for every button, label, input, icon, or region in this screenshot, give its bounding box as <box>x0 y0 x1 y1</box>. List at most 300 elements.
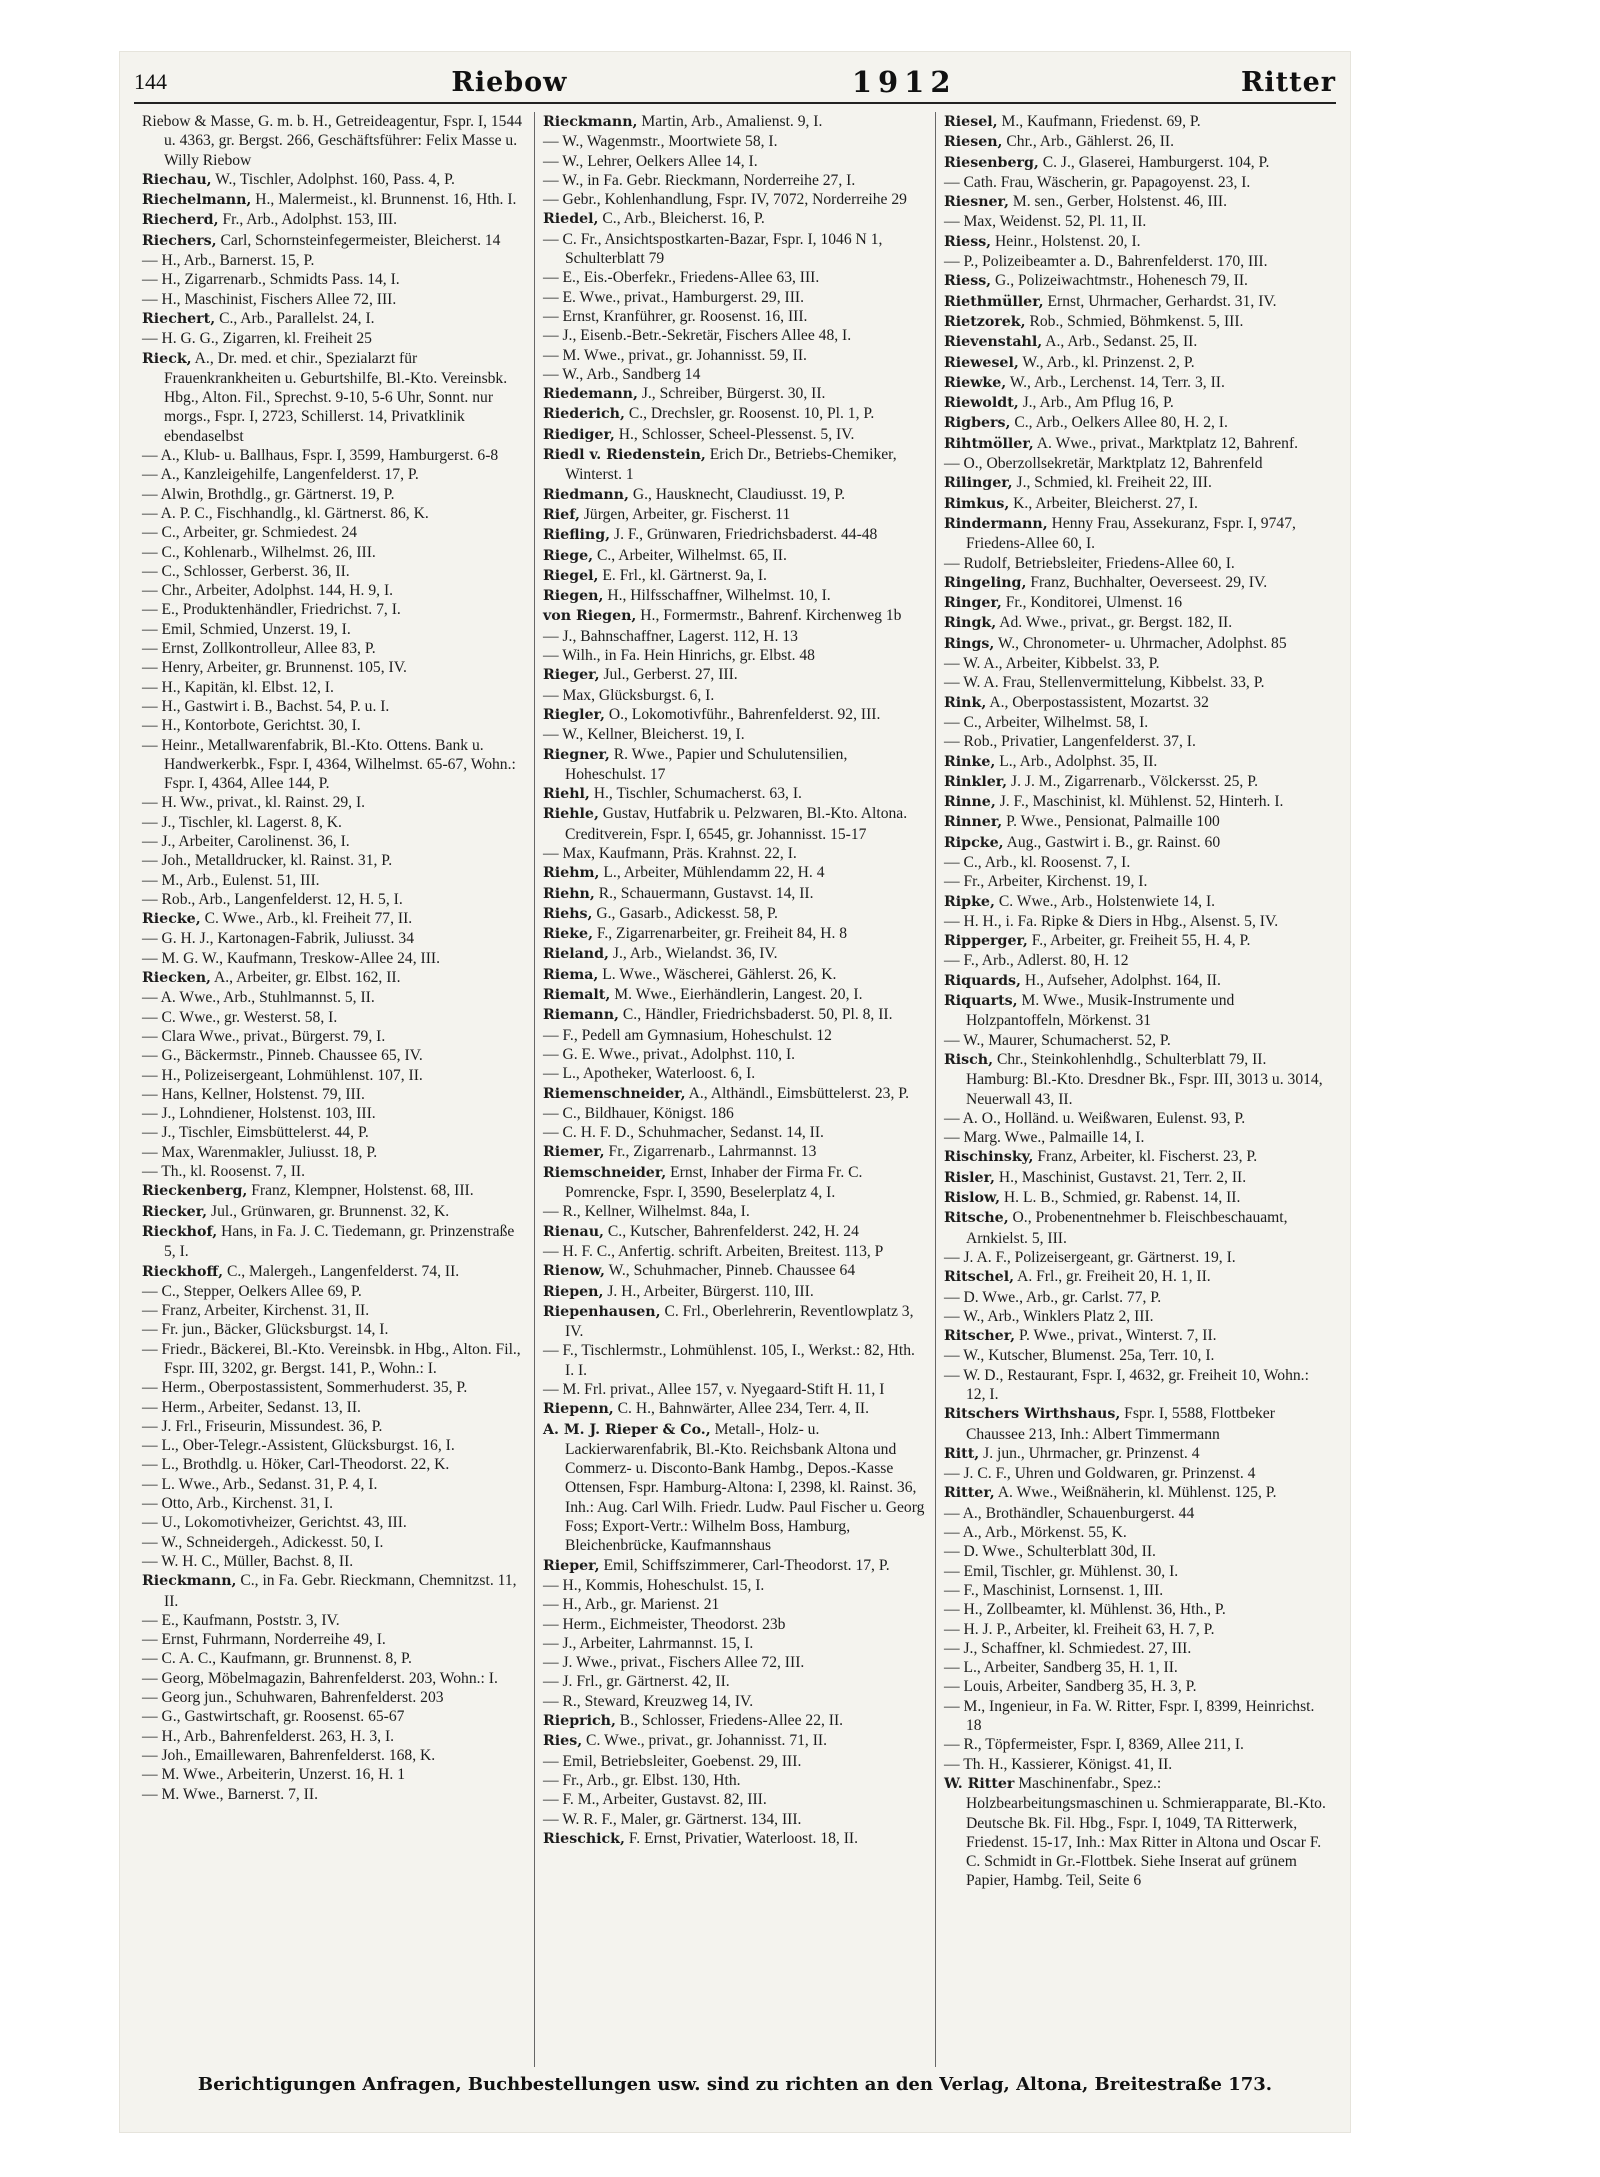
directory-entry <box>142 562 526 581</box>
entry-details: — R., Steward, Kreuzweg 14, IV. <box>543 1692 754 1710</box>
entry-details: Maschinenfabr., Spez.: Holzbearbeitungsmaschinen u. Schmierapparate, Bl.-Kto. Deutsche Bk. Fil. Hbg., Fspr. I, 1049, TA Ritterwerk, Friedenst. 15-17, Inh.: Max Ritter in Altona und Oscar F. C. Schmidt in Gr.-Flottbek. Siehe Inserat auf grünem Papier, Hambg. Teil, Seite 6 <box>966 1774 1326 1890</box>
entry-details: — Th. H., Kassierer, Königst. 41, II. <box>944 1755 1173 1773</box>
entry-details: — C. Wwe., gr. Westerst. 58, I. <box>142 1008 338 1026</box>
entry-details: — H., Zollbeamter, kl. Mühlenst. 36, Hth., P. <box>944 1601 1226 1619</box>
entry-details: J. jun., Uhrmacher, gr. Prinzenst. 4 <box>983 1444 1200 1462</box>
entry-details: — Otto, Arb., Kirchenst. 31, I. <box>142 1495 334 1513</box>
entry-details: — L., Arbeiter, Sandberg 35, H. 1, II. <box>944 1659 1178 1677</box>
directory-entry <box>944 1307 1328 1326</box>
directory-entry <box>543 1380 927 1399</box>
directory-entry <box>543 1829 927 1849</box>
entry-surname: Rieck, <box>142 350 192 367</box>
directory-entry <box>543 725 927 744</box>
entry-details: — Marg. Wwe., Palmaille 14, I. <box>944 1129 1145 1147</box>
entry-details: H., Formermstr., Bahrenf. Kirchenweg 1b <box>640 607 902 625</box>
directory-entry <box>142 1320 526 1339</box>
directory-entry <box>543 1242 927 1261</box>
directory-entry <box>543 1790 927 1809</box>
entry-details: — Chr., Arbeiter, Adolphst. 144, H. 9, I. <box>142 582 394 600</box>
entry-details: J. F., Grünwaren, Friedrichsbaderst. 44-48 <box>614 526 878 544</box>
entry-surname: W. Ritter <box>944 1775 1015 1792</box>
directory-entry <box>142 170 526 190</box>
entry-details: L., Arbeiter, Mühlendamm 22, H. 4 <box>603 864 825 882</box>
directory-entry <box>944 1523 1328 1542</box>
entry-details: — W., Lehrer, Oelkers Allee 14, I. <box>543 152 758 170</box>
directory-entry <box>944 1464 1328 1483</box>
directory-entry <box>944 792 1328 812</box>
entry-surname: Riehle, <box>543 806 599 823</box>
directory-entry <box>543 132 927 151</box>
entry-surname: Riess, <box>944 273 992 290</box>
entry-details: — H. F. C., Anfertig. schrift. Arbeiten, Breitest. 113, P <box>543 1242 884 1260</box>
entry-surname: Rindermann, <box>944 515 1048 532</box>
directory-entry <box>944 554 1328 573</box>
entry-details: Jürgen, Arbeiter, gr. Fischerst. 11 <box>583 505 791 523</box>
publisher-footer-note: Berichtigungen Anfragen, Buchbestellungen usw. sind zu richten an den Verlag, Altona, Breitestraße 173. <box>197 2074 1273 2095</box>
directory-entry <box>944 1208 1328 1248</box>
directory-entry <box>142 1746 526 1765</box>
entry-details: — Ernst, Kranführer, gr. Roosenst. 16, III. <box>543 307 808 325</box>
entry-surname: Risch, <box>944 1051 994 1068</box>
entry-surname: Riecke, <box>142 911 201 928</box>
entry-details: — Cath. Frau, Wäscherin, gr. Papagoyenst. 23, I. <box>944 173 1251 191</box>
directory-entry <box>944 292 1328 312</box>
entry-details: — Friedr., Bäckerei, Bl.-Kto. Vereinsbk. in Hbg., Alton. Fil., Fspr. III, 3202, gr. Bergst. 141, P., Wohn.: I. <box>142 1340 521 1377</box>
entry-details: — J., Arbeiter, Lahrmannst. 15, I. <box>543 1634 754 1652</box>
entry-details: J., Schmied, kl. Freiheit 22, III. <box>1016 474 1212 492</box>
entry-surname: Ries, <box>543 1733 583 1750</box>
entry-details: — E., Eis.-Oberfekr., Friedens-Allee 63, III. <box>543 269 820 287</box>
entry-details: — Hans, Kellner, Holstenst. 79, III. <box>142 1085 365 1103</box>
directory-entry <box>944 833 1328 853</box>
entry-surname: Riesenberg, <box>944 154 1039 171</box>
directory-entry <box>944 1562 1328 1581</box>
entry-details: Ernst, Uhrmacher, Gerhardst. 31, IV. <box>1047 292 1277 310</box>
directory-entry <box>543 190 927 209</box>
entry-surname: Riecherd, <box>142 212 219 229</box>
directory-entry <box>543 844 927 863</box>
entry-details: C., Arbeiter, Wilhelmst. 65, II. <box>597 546 787 564</box>
directory-entry <box>944 192 1328 212</box>
entry-details: C., Kutscher, Bahrenfelderst. 242, H. 24 <box>607 1222 859 1240</box>
entry-details: C., in Fa. Gebr. Rieckmann, Chemnitzst. 11, II. <box>164 1572 517 1610</box>
directory-entry <box>142 793 526 812</box>
directory-entry <box>543 1045 927 1064</box>
entry-details: L. Wwe., Wäscherei, Gählerst. 26, K. <box>602 965 837 983</box>
entry-details: — C. H. F. D., Schuhmacher, Sedanst. 14, II. <box>543 1124 824 1142</box>
entry-details: C. Wwe., Arb., Holstenwiete 14, I. <box>998 892 1216 910</box>
entry-details: — W. A. Frau, Stellenvermittelung, Kibbelst. 33, P. <box>944 674 1265 692</box>
directory-entry <box>543 804 927 844</box>
directory-entry <box>944 393 1328 413</box>
directory-entry <box>142 523 526 542</box>
directory-entry <box>543 1420 927 1556</box>
entry-surname: Rieger, <box>543 667 600 684</box>
entry-details: J., Schreiber, Bürgerst. 30, II. <box>641 385 826 403</box>
entry-details: — Emil, Tischler, gr. Mühlenst. 30, I. <box>944 1562 1179 1580</box>
directory-entry <box>142 1513 526 1532</box>
directory-entry <box>944 713 1328 732</box>
entry-details: — P., Polizeibeamter a. D., Bahrenfelderst. 170, III. <box>944 253 1268 271</box>
entry-surname: Riefling, <box>543 527 611 544</box>
entry-surname: Ritter, <box>944 1485 995 1502</box>
directory-entry <box>944 1542 1328 1561</box>
directory-entry <box>543 1104 927 1123</box>
directory-entry <box>543 425 927 445</box>
entry-details: — W. A., Arbeiter, Kibbelst. 33, P. <box>944 655 1160 673</box>
directory-entry <box>944 1147 1328 1167</box>
entry-details: — Ernst, Fuhrmann, Norderreihe 49, I. <box>142 1631 386 1649</box>
directory-entry <box>944 212 1328 231</box>
directory-entry <box>944 1366 1328 1405</box>
directory-entry <box>543 863 927 883</box>
directory-entry <box>944 1326 1328 1346</box>
entry-surname: Riege, <box>543 547 594 564</box>
entry-surname: Riechau, <box>142 171 212 188</box>
directory-entry <box>142 1027 526 1046</box>
entry-details: — Max, Warenmakler, Juliusst. 18, P. <box>142 1143 378 1161</box>
entry-details: — C. Fr., Ansichtspostkarten-Bazar, Fspr. I, 1046 N 1, Schulterblatt 79 <box>543 230 883 268</box>
entry-surname: Riemann, <box>543 1007 619 1024</box>
entry-details: Jul., Gerberst. 27, III. <box>603 666 738 684</box>
entry-surname: Riegen, <box>543 588 604 605</box>
entry-surname: Riedmann, <box>543 486 629 503</box>
directory-entry <box>944 812 1328 832</box>
entry-details: — Louis, Arbeiter, Sandberg 35, H. 3, P. <box>944 1678 1197 1696</box>
directory-entry <box>543 1084 927 1104</box>
directory-entry <box>944 971 1328 991</box>
entry-details: — A., Kanzleigehilfe, Langenfelderst. 17, P. <box>142 466 419 484</box>
entry-details: — A. O., Holländ. u. Weißwaren, Eulenst. 93, P. <box>944 1109 1246 1127</box>
entry-details: C., Händler, Friedrichsbaderst. 50, Pl. 8, II. <box>622 1006 893 1024</box>
entry-surname: Riewesel, <box>944 354 1019 371</box>
directory-entry <box>944 573 1328 593</box>
entry-details: E. Frl., kl. Gärtnerst. 9a, I. <box>602 566 767 584</box>
directory-entry <box>944 1697 1328 1736</box>
directory-entry <box>944 673 1328 692</box>
entry-surname: Rieland, <box>543 946 609 963</box>
directory-entry <box>142 349 526 446</box>
directory-entry <box>543 566 927 586</box>
directory-entry <box>543 1810 927 1829</box>
entry-details: W., Arb., kl. Prinzenst. 2, P. <box>1022 353 1195 371</box>
entry-details: Hans, in Fa. J. C. Tiedemann, gr. Prinzenstraße 5, I. <box>164 1222 515 1261</box>
directory-entry <box>543 1653 927 1672</box>
directory-entry <box>543 326 927 345</box>
entry-details: — Max, Kaufmann, Präs. Krahnst. 22, I. <box>543 844 797 862</box>
entry-details: — C., Arbeiter, Wilhelmst. 58, I. <box>944 713 1149 731</box>
entry-details: — A., Arb., Mörkenst. 55, K. <box>944 1524 1127 1542</box>
entry-surname: Rihtmöller, <box>944 435 1034 452</box>
directory-entry <box>944 752 1328 772</box>
entry-details: — U., Lokomotivheizer, Gerichtst. 43, III. <box>142 1514 407 1532</box>
entry-surname: Riegler, <box>543 706 605 723</box>
entry-surname: A. M. J. Rieper & Co., <box>543 1421 711 1438</box>
entry-surname: Riediger, <box>543 426 615 443</box>
directory-entry <box>142 1181 526 1201</box>
directory-entry <box>944 1658 1328 1677</box>
entry-surname: Riedel, <box>543 211 599 228</box>
directory-entry <box>944 1620 1328 1639</box>
entry-surname: Riegel, <box>543 567 599 584</box>
entry-details: H., Schlosser, Scheel-Plessenst. 5, IV. <box>618 425 855 443</box>
entry-details: — R., Töpfermeister, Fspr. I, 8369, Allee 211, I. <box>944 1736 1244 1754</box>
directory-entry <box>142 1765 526 1784</box>
entry-surname: Riemenschneider, <box>543 1085 686 1102</box>
directory-entry <box>142 504 526 523</box>
directory-entry <box>543 784 927 804</box>
entry-details: — Herm., Oberpostassistent, Sommerhuderst. 35, P. <box>142 1379 468 1397</box>
entry-details: Fspr. I, 5588, Flottbeker Chaussee 213, Inh.: Albert Timmermann <box>966 1405 1275 1443</box>
directory-entry <box>142 329 526 348</box>
entry-details: P. Wwe., privat., Winterst. 7, II. <box>1019 1327 1217 1345</box>
entry-details: Gustav, Hutfabrik u. Pelzwaren, Bl.-Kto. Altona. Creditverein, Fspr. I, 6545, gr. Johannisst. 15-17 <box>565 805 908 843</box>
directory-entry <box>543 1163 927 1203</box>
directory-entry <box>142 620 526 639</box>
entry-details: C. Wwe., privat., gr. Johannisst. 71, II. <box>586 1732 828 1750</box>
entry-surname: Rinne, <box>944 794 996 811</box>
entry-surname: Ritschel, <box>944 1269 1015 1286</box>
directory-entry <box>142 1475 526 1494</box>
directory-entry <box>543 365 927 384</box>
entry-details: — Fr., Arb., gr. Elbst. 130, Hth. <box>543 1771 741 1789</box>
directory-entry <box>944 1109 1328 1128</box>
directory-entry <box>944 232 1328 252</box>
directory-entry <box>142 1688 526 1707</box>
directory-entry <box>142 1571 526 1611</box>
directory-entry <box>543 1026 927 1045</box>
entry-details: — Joh., Emaillewaren, Bahrenfelderst. 168, K. <box>142 1746 436 1764</box>
entry-details: C., Arb., Bleicherst. 16, P. <box>602 210 765 228</box>
directory-entry <box>944 1444 1328 1464</box>
entry-surname: Rievenstahl, <box>944 334 1043 351</box>
directory-entry <box>944 1483 1328 1503</box>
entry-surname: Riechelmann, <box>142 192 252 209</box>
directory-entry <box>142 697 526 716</box>
entry-details: — M. Wwe., privat., gr. Johannisst. 59, II. <box>543 346 807 364</box>
entry-details: — C., Schlosser, Gerberst. 36, II. <box>142 562 350 580</box>
directory-entry <box>944 332 1328 352</box>
directory-entry <box>543 1064 927 1083</box>
directory-entry <box>543 944 927 964</box>
entry-surname: Riemschneider, <box>543 1164 667 1181</box>
entry-details: Erich Dr., Betriebs-Chemiker, Winterst. 1 <box>565 446 897 484</box>
directory-entry <box>543 1752 927 1771</box>
directory-entry <box>944 1581 1328 1600</box>
entry-details: C., Arb., Oelkers Allee 80, H. 2, I. <box>1014 414 1228 432</box>
entry-details: — H. G. G., Zigarren, kl. Freiheit 25 <box>142 330 372 348</box>
entry-surname: Rischinsky, <box>944 1149 1034 1166</box>
entry-details: — Georg, Möbelmagazin, Bahrenfelderst. 203, Wohn.: I. <box>142 1669 498 1687</box>
entry-details: — J. A. F., Polizeisergeant, gr. Gärtnerst. 19, I. <box>944 1248 1236 1266</box>
entry-details: Franz, Klempner, Holstenst. 68, III. <box>251 1182 474 1200</box>
entry-details: — Ernst, Zollkontrolleur, Allee 83, P. <box>142 640 376 658</box>
directory-entry <box>543 985 927 1005</box>
entry-details: — Max, Weidenst. 52, Pl. 11, II. <box>944 213 1147 231</box>
directory-entry <box>944 1168 1328 1188</box>
entry-surname: Ringer, <box>944 595 1002 612</box>
entry-surname: Ripcke, <box>944 834 1004 851</box>
directory-entry <box>944 473 1328 493</box>
directory-entry <box>543 384 927 404</box>
entry-details: — H., Arb., gr. Marienst. 21 <box>543 1596 720 1614</box>
directory-entry <box>142 871 526 890</box>
entry-details: R., Schauermann, Gustavst. 14, II. <box>598 884 814 902</box>
directory-entry <box>543 445 927 485</box>
entry-details: Metall-, Holz- u. Lackierwarenfabrik, Bl.-Kto. Reichsbank Altona und Commerz- u. Disconto-Bank Hambg., Depos.-Kasse Ottensen, Fspr. Hamburg-Altona: I, 2398, kl. Rainst. 36, Inh.: Aug. Carl Wilh. Friedr. Ludw. Paul Fischer u. Georg Foss; Export-Vertr.: Wilhelm Boss, Hamburg, Bleichenbrücke, Kaufmannshaus <box>565 1420 925 1555</box>
entry-surname: Ritschers Wirthshaus, <box>944 1406 1121 1423</box>
entry-details: O., Probenentnehmer b. Fleischbeschauamt, Arnkielst. 5, III. <box>966 1209 1288 1247</box>
entry-details: — M. Wwe., Barnerst. 7, II. <box>142 1785 318 1803</box>
directory-entry <box>944 732 1328 751</box>
entry-details: — C., Stepper, Oelkers Allee 69, P. <box>142 1282 362 1300</box>
directory-entry <box>142 270 526 289</box>
entry-surname: Rimkus, <box>944 495 1010 512</box>
entry-details: — G., Gastwirtschaft, gr. Roosenst. 65-67 <box>142 1708 405 1726</box>
directory-entry <box>142 909 526 929</box>
directory-entry <box>142 658 526 677</box>
directory-entry <box>543 1731 927 1751</box>
entry-details: W., Schuhmacher, Pinneb. Chaussee 64 <box>608 1262 856 1280</box>
entry-details: C. H., Bahnwärter, Allee 234, Terr. 4, II. <box>617 1400 869 1418</box>
entry-details: — Max, Glücksburgst. 6, I. <box>543 686 715 704</box>
entry-details: W., Arb., Lerchenst. 14, Terr. 3, II. <box>1009 373 1225 391</box>
directory-entry <box>944 1267 1328 1287</box>
entry-surname: Riesner, <box>944 194 1009 211</box>
directory-entry <box>142 581 526 600</box>
directory-entry <box>543 1222 927 1242</box>
entry-details: — Th., kl. Roosenst. 7, II. <box>142 1163 306 1181</box>
entry-details: — F., Tischlermstr., Lohmühlenst. 105, I., Werkst.: 82, Hth. I. I. <box>543 1342 915 1379</box>
directory-entry <box>944 112 1328 132</box>
entry-surname: Riehm, <box>543 865 600 882</box>
directory-entry <box>142 716 526 735</box>
entry-details: — W., Arb., Winklers Platz 2, III. <box>944 1307 1154 1325</box>
entry-surname: Riepenhausen, <box>543 1303 661 1320</box>
entry-details: — W., Maurer, Schumacherst. 52, P. <box>944 1031 1171 1049</box>
directory-entry <box>142 1455 526 1474</box>
entry-details: — W., Wagenmstr., Moortwiete 58, I. <box>543 133 778 151</box>
entry-details: G., Polizeiwachtmstr., Hohenesch 79, II. <box>995 272 1248 290</box>
directory-entry <box>543 606 927 626</box>
entry-details: A., Arbeiter, gr. Elbst. 162, II. <box>214 969 401 987</box>
entry-details: — M. G. W., Kaufmann, Treskow-Allee 24, III. <box>142 949 440 967</box>
entry-surname: Riehn, <box>543 885 595 902</box>
directory-entry <box>142 1282 526 1301</box>
directory-entry <box>142 1727 526 1746</box>
directory-entry <box>142 210 526 230</box>
entry-details: — E., Produktenhändler, Friedrichst. 7, I. <box>142 601 401 619</box>
entry-details: — M. Wwe., Arbeiterin, Unzerst. 16, H. 1 <box>142 1766 406 1784</box>
directory-entry <box>543 705 927 725</box>
entry-details: — G., Bäckermstr., Pinneb. Chaussee 65, IV. <box>142 1047 423 1065</box>
directory-entry <box>543 1556 927 1576</box>
directory-page <box>120 52 1350 2132</box>
entry-details: — A., Brothändler, Schauenburgerst. 44 <box>944 1504 1195 1522</box>
entry-details: H., Hilfsschaffner, Wilhelmst. 10, I. <box>607 587 831 605</box>
directory-entry <box>142 543 526 562</box>
directory-entry <box>944 353 1328 373</box>
entry-details: H. L. B., Schmied, gr. Rabenst. 14, II. <box>1003 1189 1241 1207</box>
directory-entry <box>944 1774 1328 1891</box>
entry-details: G., Hausknecht, Claudiusst. 19, P. <box>632 485 846 503</box>
directory-entry <box>944 514 1328 554</box>
entry-details: F., Zigarrenarbeiter, gr. Freiheit 84, H. 8 <box>596 925 848 943</box>
entry-details: H., Malermeist., kl. Brunnenst. 16, Hth. I. <box>255 191 517 209</box>
directory-entry <box>944 1248 1328 1267</box>
directory-entry <box>944 634 1328 654</box>
directory-entry <box>543 1302 927 1342</box>
entry-surname: Rinke, <box>944 753 996 770</box>
entry-surname: Ripperger, <box>944 933 1028 950</box>
directory-entry <box>944 1188 1328 1208</box>
directory-entry <box>142 290 526 309</box>
directory-entry <box>944 654 1328 673</box>
entry-surname: Rink, <box>944 694 987 711</box>
entry-surname: Rienau, <box>543 1223 604 1240</box>
directory-entry <box>543 230 927 269</box>
entry-surname: Riess, <box>944 233 992 250</box>
entry-surname: Riegner, <box>543 746 610 763</box>
directory-entry <box>944 853 1328 872</box>
directory-entry <box>142 1649 526 1668</box>
entry-details: — D. Wwe., Arb., gr. Carlst. 77, P. <box>944 1288 1162 1306</box>
directory-entry <box>142 988 526 1007</box>
entry-details: — J. Frl., Friseurin, Missundest. 36, P. <box>142 1417 383 1435</box>
directory-entry <box>543 171 927 190</box>
entry-details: — A. P. C., Fischhandlg., kl. Gärtnerst. 86, K. <box>142 504 429 522</box>
directory-entry <box>944 454 1328 473</box>
entry-surname: Riesen, <box>944 134 1003 151</box>
directory-entry <box>944 1677 1328 1696</box>
directory-entry <box>944 1404 1328 1444</box>
entry-details: — E. Wwe., privat., Hamburgerst. 29, III. <box>543 288 804 306</box>
directory-entry <box>944 434 1328 454</box>
entry-details: H., Maschinist, Gustavst. 21, Terr. 2, II. <box>998 1168 1247 1186</box>
directory-entry <box>543 965 927 985</box>
directory-entry <box>142 1008 526 1027</box>
directory-entry <box>142 446 526 465</box>
entry-details: F. Ernst, Privatier, Waterloost. 18, II. <box>628 1829 859 1847</box>
directory-entry <box>142 1202 526 1222</box>
directory-entry <box>944 1346 1328 1365</box>
entry-surname: Ritt, <box>944 1445 980 1462</box>
directory-entry <box>142 1123 526 1142</box>
entry-surname: Rings, <box>944 635 995 652</box>
directory-entry <box>142 929 526 948</box>
entry-details: J. F., Maschinist, kl. Mühlenst. 52, Hinterh. I. <box>999 793 1284 811</box>
directory-entry <box>543 904 927 924</box>
entry-details: — A., Klub- u. Ballhaus, Fspr. I, 3599, Hamburgerst. 6-8 <box>142 447 499 465</box>
directory-entry <box>944 252 1328 271</box>
entry-surname: Riecker, <box>142 1203 208 1220</box>
directory-entry <box>142 1611 526 1630</box>
entry-surname: Ringeling, <box>944 574 1027 591</box>
entry-surname: Riesel, <box>944 114 998 130</box>
directory-entry <box>142 309 526 329</box>
directory-entry <box>142 678 526 697</box>
entry-details: — H. Ww., privat., kl. Rainst. 29, I. <box>142 794 366 812</box>
directory-entry <box>944 613 1328 633</box>
directory-entry <box>142 1085 526 1104</box>
page-header <box>134 62 1336 104</box>
directory-entry <box>543 288 927 307</box>
directory-entry <box>944 931 1328 951</box>
entry-surname: Risler, <box>944 1169 995 1186</box>
directory-entry <box>543 1261 927 1281</box>
entry-surname: Riepenn, <box>543 1401 614 1418</box>
entry-details: — Rob., Privatier, Langenfelderst. 37, I. <box>944 733 1196 751</box>
